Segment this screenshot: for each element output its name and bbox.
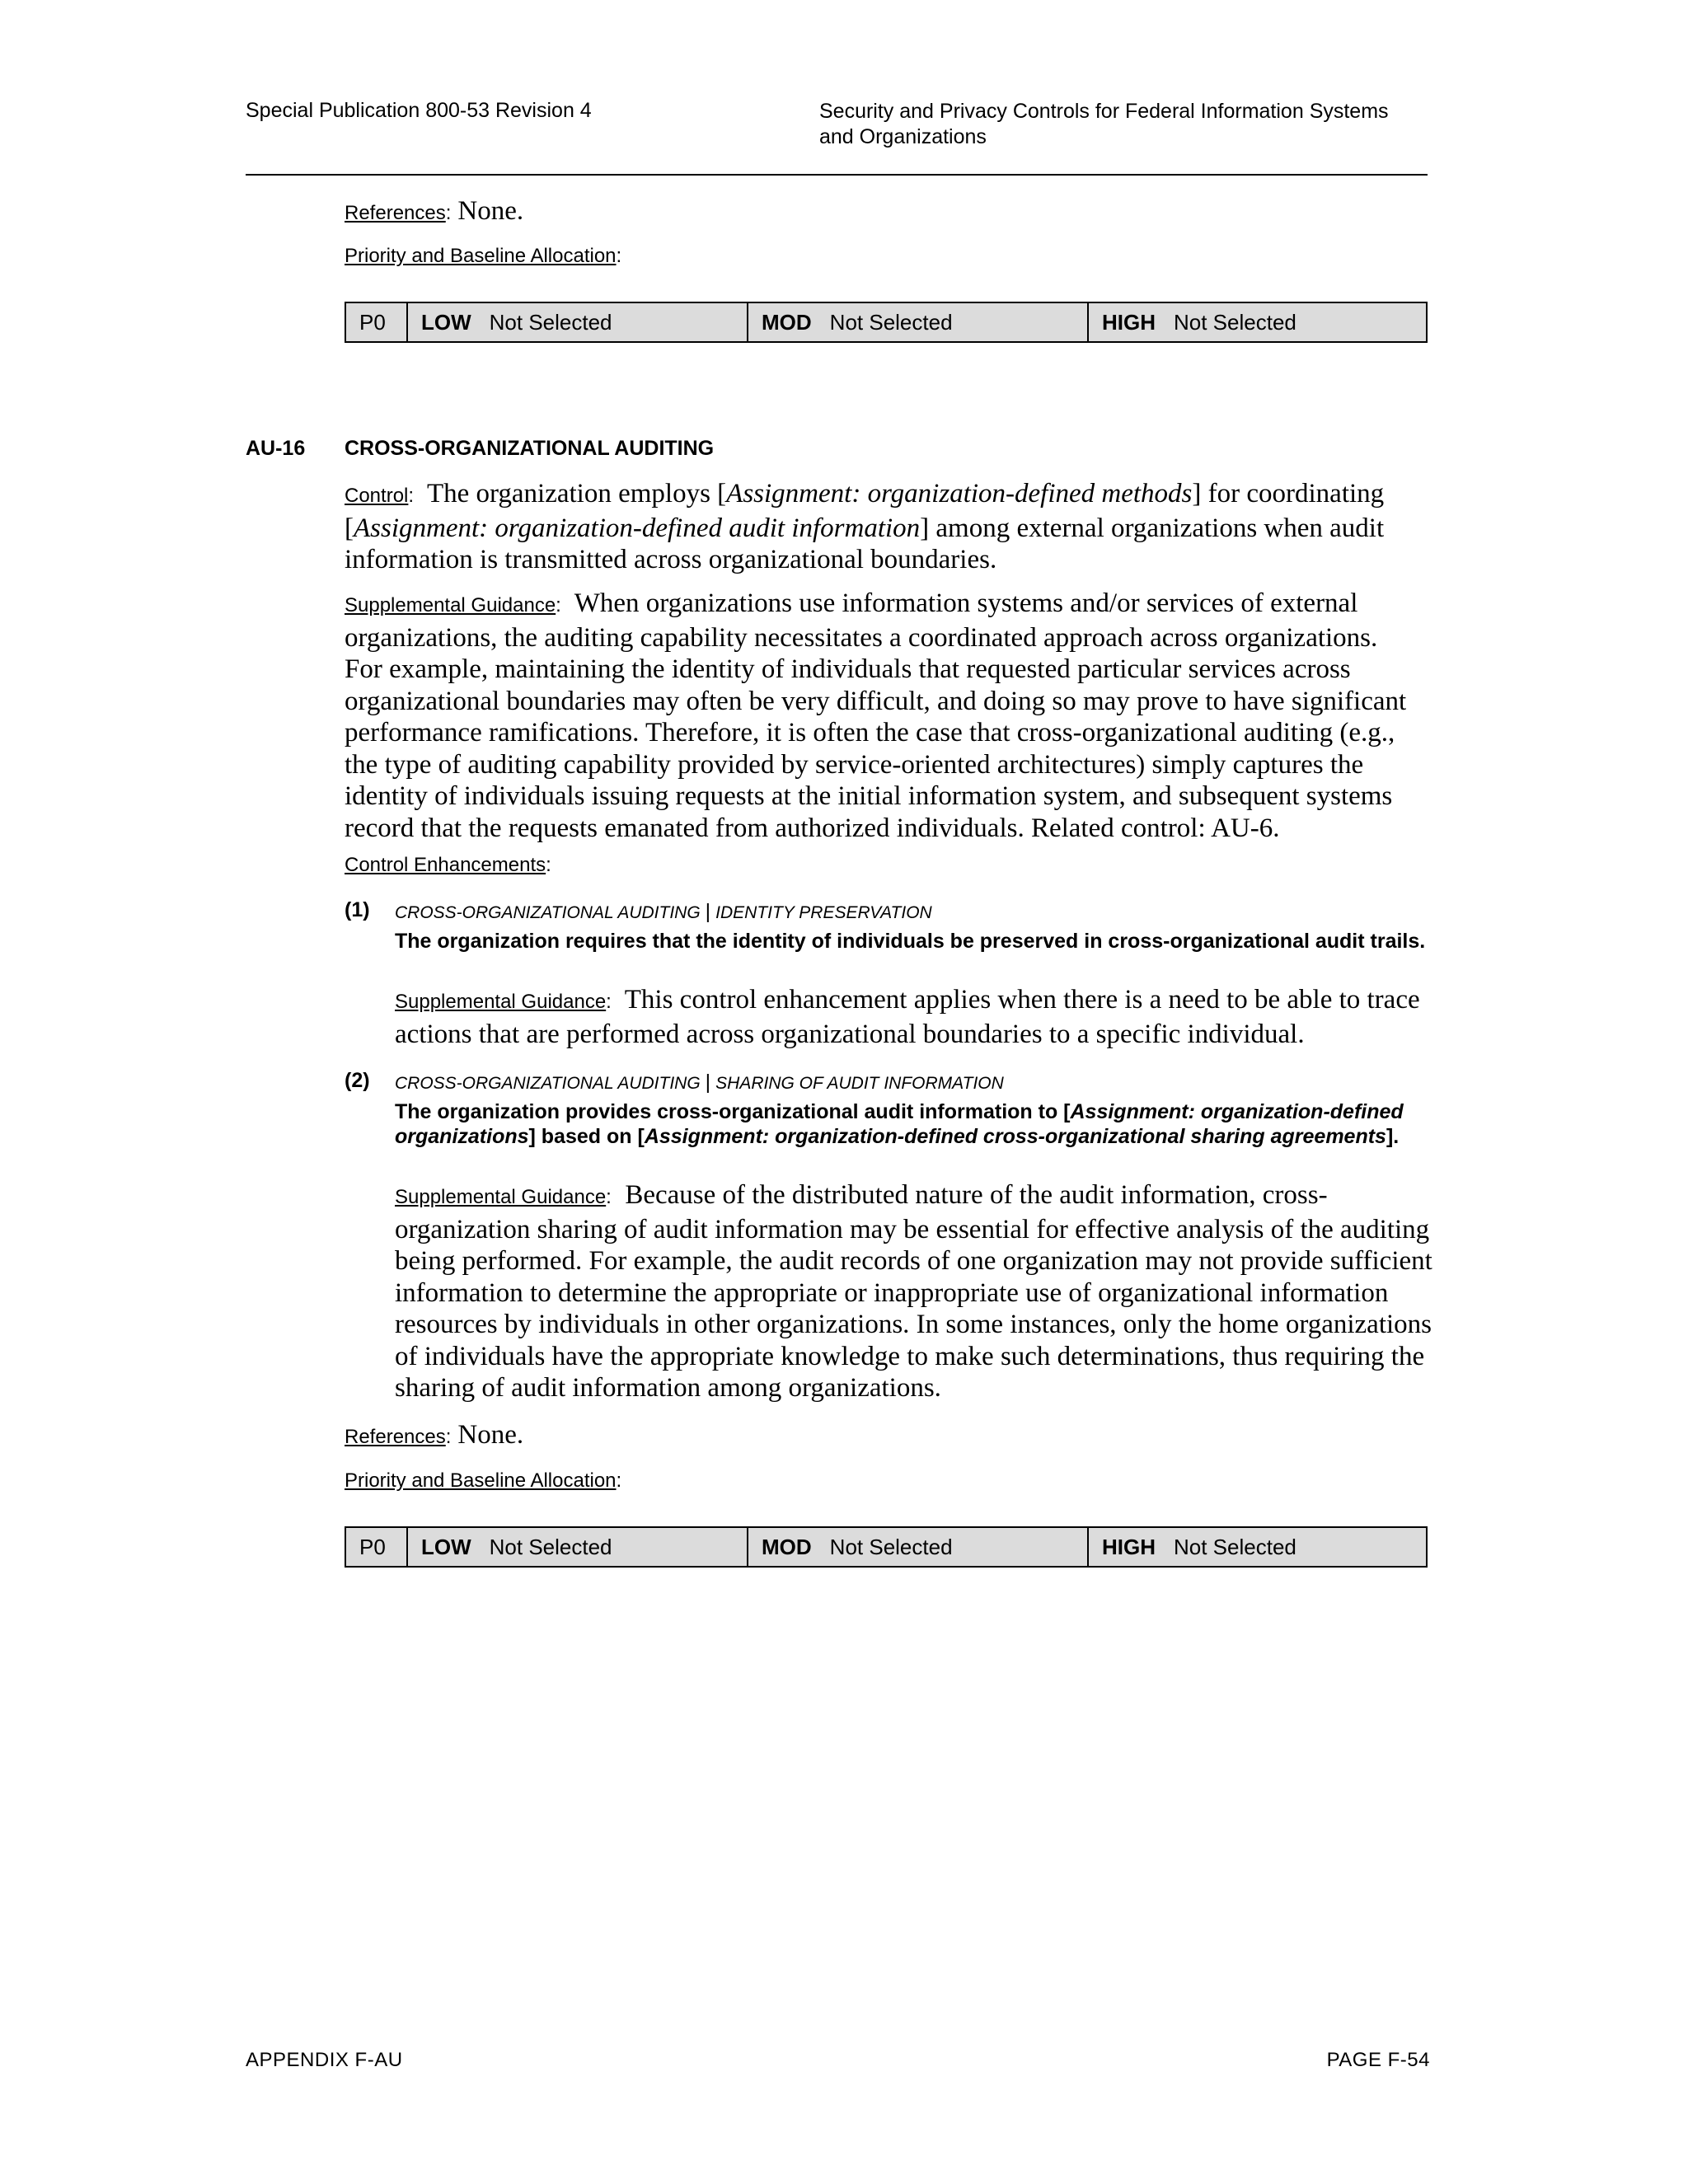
enhancement-2-guidance-text: Because of the distributed nature of the audit information, cross-organization sharing of audit information may be essential for effective analysis of the auditing being performed. For example, the audit records of one organization may not provide sufficient information to determine the appropriate or inappropriate use of organizational information resources by individuals in other organizations. In some instances, only the home organizations of individuals have the appropriate knowledge to make such determinations, thus requiring the sharing of audit information among organizations. bbox=[395, 1180, 1432, 1403]
priority-cell: P0 bbox=[346, 1528, 408, 1566]
control-enhancements-heading: Control Enhancements: bbox=[345, 854, 551, 876]
control-line-2: [Assignment: organization-defined audit information] among external organizations when audit bbox=[345, 513, 1385, 543]
enhancement-1-guidance: Supplemental Guidance: This control enhancement applies when there is a need to be able to trace actions that are performed across organizational boundaries to a specific individual. bbox=[395, 985, 1420, 1049]
enhancement-2-heading: CROSS-ORGANIZATIONAL AUDITING | SHARING OF AUDIT INFORMATION bbox=[395, 1071, 1004, 1094]
low-baseline-cell: LOW Not Selected bbox=[408, 303, 748, 341]
enhancement-2-guidance: Supplemental Guidance: Because of the distributed nature of the audit information, cross-organization sharing of audit information may be essential for effective analysis of the auditing being performed. For example, the audit records of one organization may not provide sufficient information to determine the appropriate or inappropriate use of organizational information resources by individuals in other organizations. In some instances, only the home organizations of individuals have the appropriate knowledge to make such determinations, thus requiring the sharing of audit information among organizations. bbox=[395, 1180, 1432, 1403]
header-document-title-line1: Security and Privacy Controls for Federal Information Systems bbox=[819, 100, 1389, 123]
footer-page-number: PAGE F-54 bbox=[1326, 2049, 1430, 2071]
enhancement-2-number: (2) bbox=[345, 1069, 370, 1092]
supplemental-guidance: Supplemental Guidance: When organizations use information systems and/or services of external organizations, the auditing capability necessitates a coordinated approach across organizations. For example, maintaining the identity of individuals that requested particular services across organizational boundaries may often be very difficult, and doing so may prove to have significant performance ramifications. Therefore, it is often the case that cross-organizational auditing (e.g., the type of auditing capability provided by service-oriented architectures) simply captures the identity of individuals issuing requests at the initial information system, and subsequent systems record that the requests emanated from authorized individuals. Related control: AU-6. bbox=[345, 588, 1407, 843]
control-title: CROSS-ORGANIZATIONAL AUDITING bbox=[345, 437, 715, 460]
enhancement-1-control-text: The organization requires that the identity of individuals be preserved in cross-organizational audit trails. bbox=[395, 930, 1426, 953]
references-label: References bbox=[345, 1426, 446, 1448]
high-baseline-cell: HIGH Not Selected bbox=[1102, 1534, 1296, 1559]
baseline-table-top bbox=[345, 302, 1428, 343]
mod-baseline-cell: MOD Not Selected bbox=[748, 1528, 1089, 1566]
enhancement-1-guidance-text: This control enhancement applies when there is a need to be able to trace actions that are performed across organizational boundaries to a specific individual. bbox=[395, 985, 1420, 1049]
references-value: None. bbox=[457, 196, 524, 226]
references-label: References bbox=[345, 202, 446, 224]
priority-cell: P0 bbox=[346, 303, 408, 341]
enhancement-1-guidance-label: Supplemental Guidance bbox=[395, 991, 607, 1013]
baseline-table-bottom bbox=[345, 1526, 1428, 1568]
references-row-top: References: None. bbox=[345, 196, 524, 226]
control-label: Control bbox=[345, 485, 409, 507]
header-document-title-line2: and Organizations bbox=[819, 125, 987, 148]
enhancement-2-control-text: The organization provides cross-organizational audit information to [Assignment: organization-defined organizations] based on [Assignment: organization-defined cross-organizational sharing agreements]. bbox=[395, 1100, 1404, 1148]
control-statement bbox=[345, 478, 1432, 576]
enhancement-1-number: (1) bbox=[345, 898, 370, 921]
priority-label: Priority and Baseline Allocation bbox=[345, 1469, 617, 1492]
low-baseline-cell: LOW Not Selected bbox=[408, 1528, 748, 1566]
control-id: AU-16 bbox=[246, 437, 306, 460]
references-value: None. bbox=[457, 1420, 524, 1450]
header-rule bbox=[246, 174, 1428, 176]
control-line-1: Control: The organization employs [Assignment: organization-defined methods] for coordinating bbox=[345, 479, 1385, 509]
supplemental-guidance-label: Supplemental Guidance bbox=[345, 594, 556, 616]
assignment-sharing-agreements: Assignment: organization-defined cross-organizational sharing agreements bbox=[644, 1125, 1386, 1148]
header-publication-title: Special Publication 800-53 Revision 4 bbox=[246, 99, 592, 122]
control-line-3: information is transmitted across organizational boundaries. bbox=[345, 545, 997, 574]
assignment-methods: Assignment: organization-defined methods bbox=[726, 479, 1193, 509]
enhancement-2-guidance-label: Supplemental Guidance bbox=[395, 1186, 607, 1208]
enhancement-1-heading: CROSS-ORGANIZATIONAL AUDITING | IDENTITY PRESERVATION bbox=[395, 900, 932, 923]
control-enhancements-label: Control Enhancements bbox=[345, 854, 546, 876]
supplemental-guidance-text: When organizations use information systems and/or services of external organizations, the auditing capability necessitates a coordinated approach across organizations. For example, maintaining the identity of individuals that requested particular services across organizational boundaries may often be very difficult, and doing so may prove to have significant performance ramifications. Therefore, it is often the case that cross-organizational auditing (e.g., the type of auditing capability provided by service-oriented architectures) simply captures the identity of individuals issuing requests at the initial information system, and subsequent systems record that the requests emanated from authorized individuals. Related control: AU-6. bbox=[345, 588, 1407, 843]
assignment-audit-information: Assignment: organization-defined audit information bbox=[354, 513, 921, 543]
header-document-title bbox=[819, 99, 1446, 150]
assignment-organizations: Assignment: organization-defined organizations bbox=[395, 1100, 1404, 1148]
footer-appendix: APPENDIX F-AU bbox=[246, 2049, 403, 2071]
mod-baseline-cell: MOD Not Selected bbox=[748, 303, 1089, 341]
high-baseline-cell: HIGH Not Selected bbox=[1102, 309, 1296, 335]
references-row-bottom: References: None. bbox=[345, 1420, 524, 1450]
priority-row-bottom: Priority and Baseline Allocation: bbox=[345, 1469, 622, 1492]
priority-row-top: Priority and Baseline Allocation: bbox=[345, 245, 622, 267]
priority-label: Priority and Baseline Allocation bbox=[345, 245, 617, 267]
